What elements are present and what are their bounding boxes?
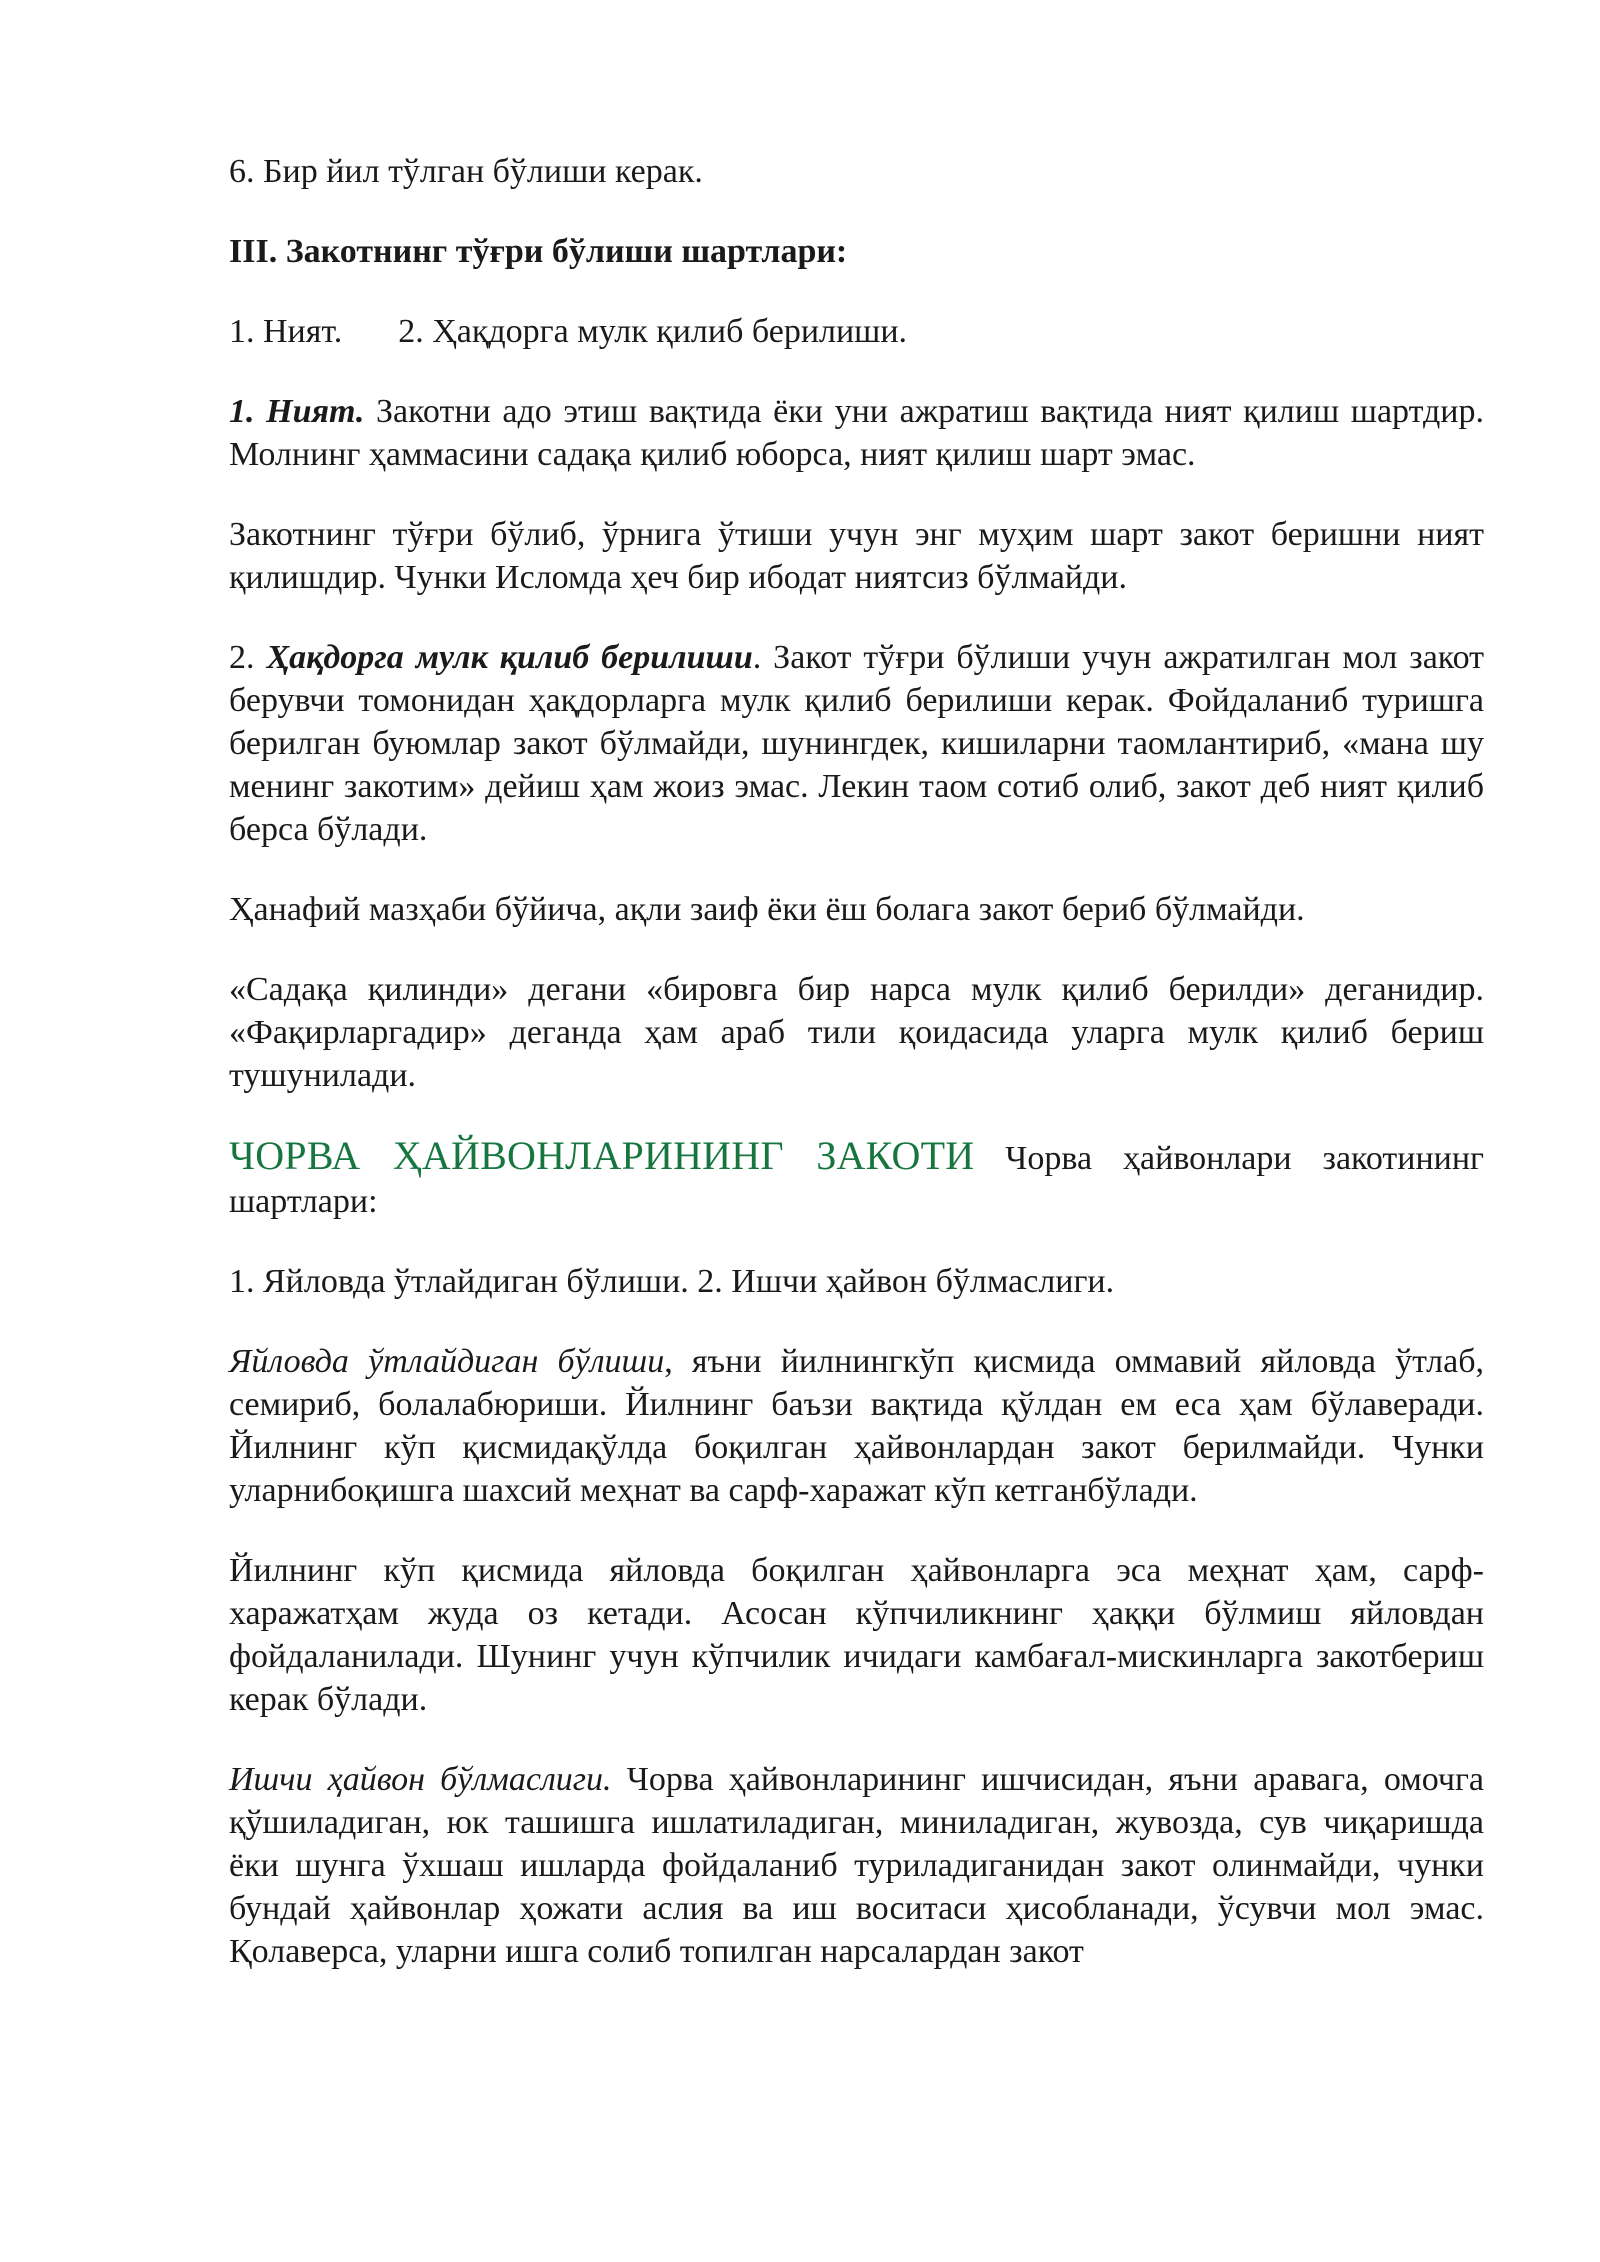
condition-item-ownership: 2. Ҳақдорга мулк қилиб берилиши. <box>398 313 908 350</box>
section-heading-validity-conditions: III. Закотнинг тўғри бўлиши шартлари: <box>229 233 848 270</box>
paragraph-text: Закотни адо этиш вақтида ёки уни ажратиш вақтида ният қилиш шартдир. Молнинг ҳаммасини садақа қилиб юборса, ният қилиш шарт эмас. <box>229 393 1484 473</box>
paragraph-sadaqa-meaning: «Садақа қилинди» дегани «бировга бир нарса мулк қилиб берилди» деганидир. «Фақирларгадир» деганда ҳам араб тили қоидасида уларга мулк қилиб бериш тушунилади. <box>229 971 1484 1094</box>
paragraph-text: Чорва ҳайвонларининг ишчисидан, яъни аравага, омочга қўшиладиган, юк ташишга ишлатиладиган, миниладиган, жувозда, сув чиқаришда ёки шунга ўхшаш ишларда фойдаланиб туриладиганидан закот олинмайди, чунки бундай ҳайвонлар ҳожати аслия ва иш воситаси ҳисобланади, ўсувчи мол эмас. Қолаверса, уларни ишга солиб топилган нарсалардан закот <box>229 1761 1484 1970</box>
paragraph-intention <box>229 390 1484 476</box>
paragraph-pasture <box>229 1340 1484 1512</box>
paragraph-year-condition: 6. Бир йил тўлган бўлиши керак. <box>229 153 703 190</box>
conditions-list <box>229 310 1484 353</box>
section-livestock-zakat <box>229 1134 1484 1223</box>
livestock-conditions-list: 1. Яйловда ўтлайдиган бўлиши. 2. Ишчи ҳайвон бўлмаслиги. <box>229 1263 1115 1300</box>
paragraph-lead: Ҳақдорга мулк қилиб берилиши <box>266 639 753 676</box>
paragraph-lead: 1. Ният. <box>229 393 365 430</box>
paragraph-text: . Закот тўғри бўлиши учун ажратилган мол закот берувчи томонидан ҳақдорларга мулк қилиб берилиши керак. Фойдаланиб туришга берилган буюмлар закот бўлмайди, шунингдек, кишиларни таомлантириб, «мана шу менинг закотим» дейиш ҳам жоиз эмас. Лекин таом сотиб олиб, закот деб ният қилиб берса бўлади. <box>229 639 1485 848</box>
condition-item-intention: 1. Ният. <box>229 313 343 350</box>
paragraph-text: , яъни йилнингкўп қисмида оммавий яйловда ўтлаб, семириб, болалабюриши. Йилнинг баъзи вақтида қўлдан ем еса ҳам бўлаверади. Йилнинг кўп қисмидақўлда боқилган ҳайвонлардан закот берилмайди. Чунки уларнибоқишга шахсий меҳнат ва сарф-харажат кўп кетганбўлади. <box>229 1343 1484 1509</box>
section-heading-livestock: ЧОРВА ҲАЙВОНЛАРИНИНГ ЗАКОТИ <box>229 1133 975 1178</box>
paragraph-hanafi: Ҳанафий мазҳаби бўйича, ақли заиф ёки ёш болага закот бериб бўлмайди. <box>229 891 1305 928</box>
paragraph-intention-importance: Закотнинг тўғри бўлиб, ўрнига ўтиши учун энг муҳим шарт закот беришни ният қилишдир. Чунки Исломда ҳеч бир ибодат ниятсиз бўлмайди. <box>229 516 1484 596</box>
paragraph-ownership <box>229 636 1484 851</box>
paragraph-number: 2. <box>229 639 267 676</box>
paragraph-lead: Ишчи ҳайвон бўлмаслиги. <box>229 1761 612 1798</box>
paragraph-lead: Яйловда ўтлайдиган бўлиши <box>229 1343 665 1380</box>
paragraph-text: Чорва ҳайвонлари закотининг шартлари: <box>229 1140 1484 1220</box>
paragraph-working-animal <box>229 1758 1484 1973</box>
paragraph-pasture-cost: Йилнинг кўп қисмида яйловда боқилган ҳайвонларга эса меҳнат ҳам, сарф-харажатҳам жуда оз кетади. Асосан кўпчиликнинг ҳаққи бўлмиш яйловдан фойдаланилади. Шунинг учун кўпчилик ичидаги камбағал-мискинларга закотбериш керак бўлади. <box>229 1552 1484 1718</box>
